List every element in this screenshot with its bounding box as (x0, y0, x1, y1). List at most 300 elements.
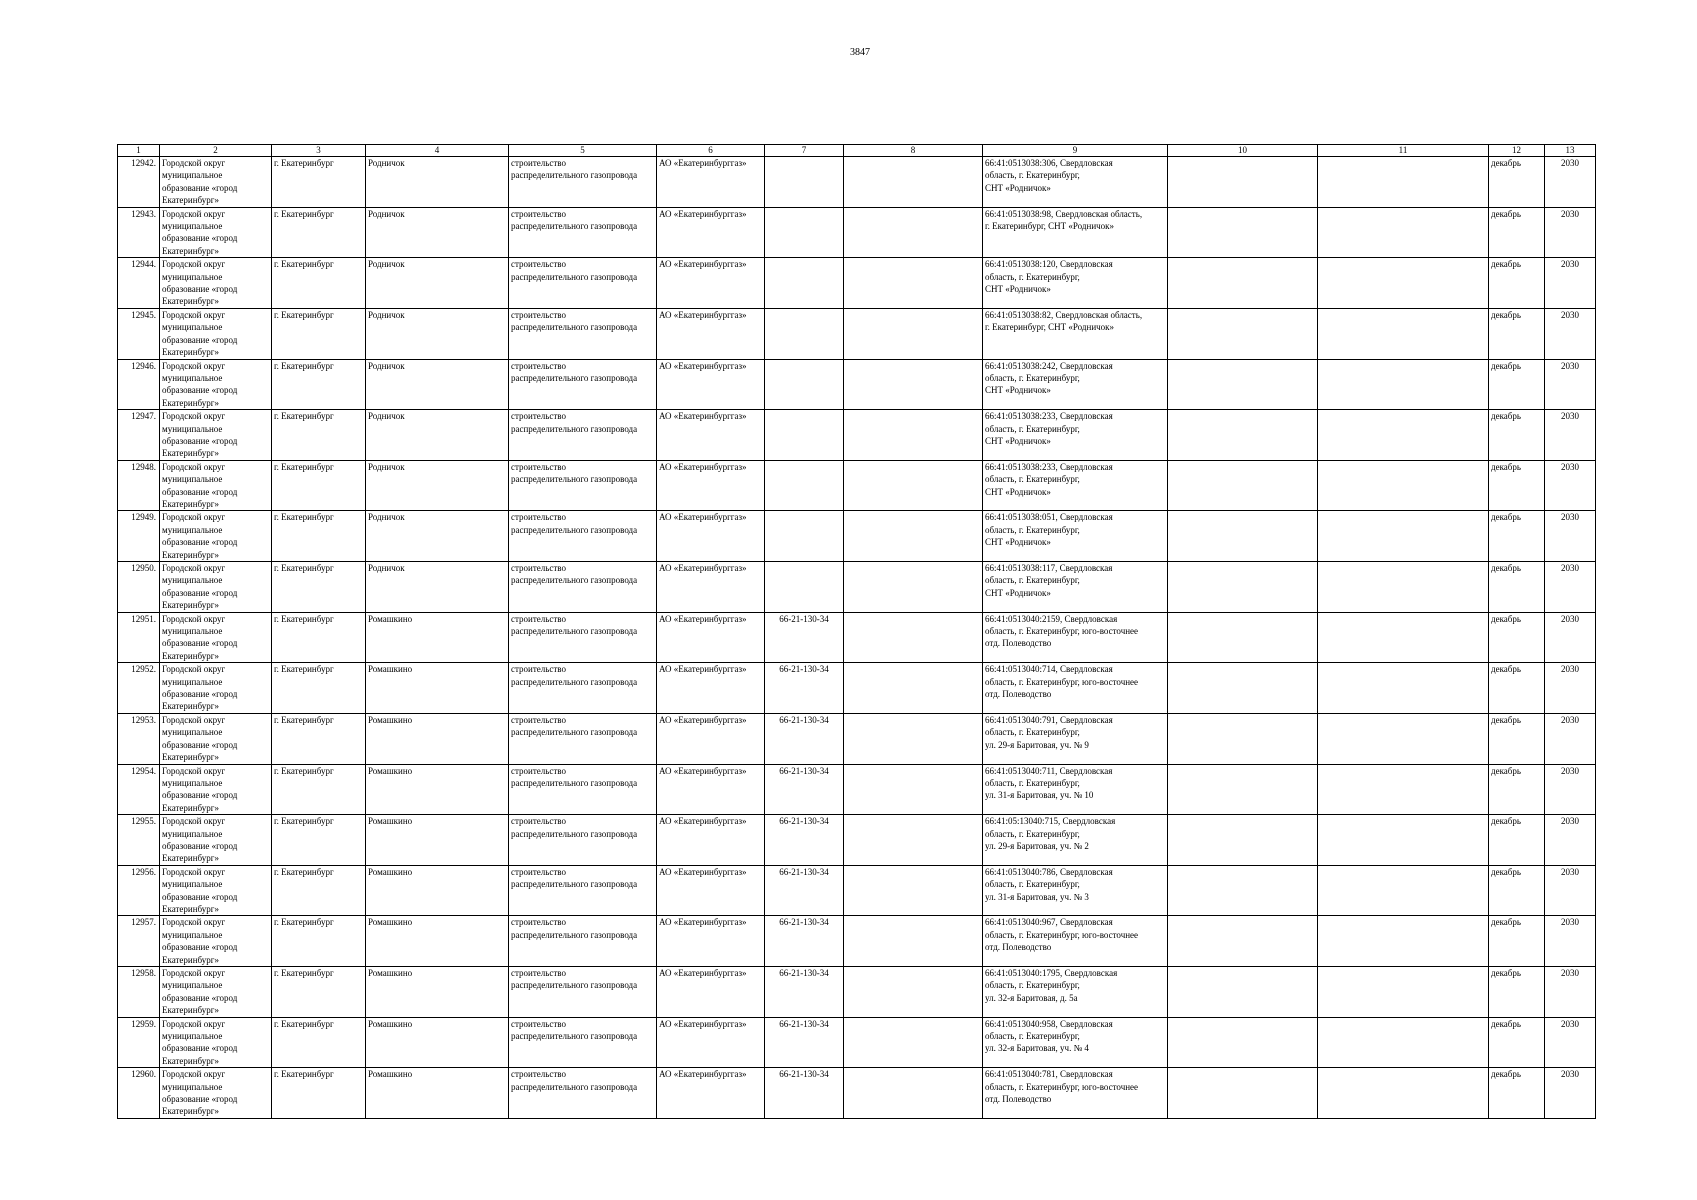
empty-cell-8 (844, 157, 983, 208)
cadastral-address-cell (983, 663, 1168, 714)
empty-cell-11 (1318, 258, 1489, 309)
cell-line: распределительного газопровода (511, 929, 638, 940)
code-cell (765, 359, 844, 410)
organization-cell: АО «Екатеринбурггаз» (657, 612, 765, 663)
year-cell: 2030 (1545, 157, 1596, 208)
city-cell: г. Екатеринбург (272, 1017, 366, 1068)
empty-cell-8 (844, 562, 983, 613)
empty-cell-10 (1168, 815, 1318, 866)
cell-line: муниципальное (162, 221, 223, 232)
locality-cell: Родничок (366, 511, 509, 562)
cell-line: образование «город (162, 182, 238, 193)
city-cell: г. Екатеринбург (272, 713, 366, 764)
cell-line: ул. 29-я Баритовая, уч. № 9 (985, 739, 1089, 750)
row-number-cell: 12958. (118, 967, 160, 1018)
cell-line: распределительного газопровода (511, 626, 638, 637)
cell-line: Екатеринбург» (162, 1055, 219, 1066)
cadastral-address-cell (983, 207, 1168, 258)
cell-line: Екатеринбург» (162, 498, 219, 509)
empty-cell-11 (1318, 865, 1489, 916)
municipality-cell (160, 916, 272, 967)
table-row (118, 460, 1596, 511)
cell-line: 66:41:0513038:051, Свердловская (985, 512, 1113, 523)
month-cell: декабрь (1489, 967, 1545, 1018)
empty-cell-8 (844, 410, 983, 461)
cell-line: СНТ «Родничок» (985, 385, 1051, 396)
empty-cell-11 (1318, 308, 1489, 359)
row-number-cell: 12951. (118, 612, 160, 663)
cell-line: распределительного газопровода (511, 828, 638, 839)
cell-line: муниципальное (162, 980, 223, 991)
year-cell: 2030 (1545, 410, 1596, 461)
cell-line: область, г. Екатеринбург, (985, 575, 1080, 586)
table-row (118, 1017, 1596, 1068)
cell-line: муниципальное (162, 423, 223, 434)
cell-line: Екатеринбург» (162, 347, 219, 358)
cell-line: область, г. Екатеринбург, юго-восточнее (985, 676, 1139, 687)
cadastral-address-cell (983, 815, 1168, 866)
cell-line: ул. 31-я Баритовая, уч. № 3 (985, 891, 1089, 902)
empty-cell-11 (1318, 967, 1489, 1018)
empty-cell-11 (1318, 663, 1489, 714)
table-row (118, 967, 1596, 1018)
year-cell: 2030 (1545, 308, 1596, 359)
cell-line: Екатеринбург» (162, 903, 219, 914)
work-type-cell (509, 1068, 657, 1119)
cell-line: ул. 32-я Баритовая, уч. № 4 (985, 1043, 1089, 1054)
table-row (118, 612, 1596, 663)
year-cell: 2030 (1545, 511, 1596, 562)
cell-line: муниципальное (162, 271, 223, 282)
cell-line: ул. 31-я Баритовая, уч. № 10 (985, 790, 1094, 801)
cell-line: строительство (511, 816, 566, 827)
cell-line: Городской округ (162, 259, 226, 270)
code-cell: 66-21-130-34 (765, 916, 844, 967)
organization-cell: АО «Екатеринбурггаз» (657, 359, 765, 410)
cell-line: Екатеринбург» (162, 1005, 219, 1016)
cell-line: область, г. Екатеринбург, (985, 524, 1080, 535)
empty-cell-8 (844, 612, 983, 663)
cell-line: строительство (511, 158, 566, 168)
cell-line: 66:41:0513040:714, Свердловская (985, 664, 1113, 675)
city-cell: г. Екатеринбург (272, 207, 366, 258)
municipality-cell (160, 562, 272, 613)
municipality-cell (160, 258, 272, 309)
organization-cell: АО «Екатеринбурггаз» (657, 764, 765, 815)
code-cell (765, 157, 844, 208)
cadastral-address-cell (983, 967, 1168, 1018)
cell-line: распределительного газопровода (511, 980, 638, 991)
year-cell: 2030 (1545, 612, 1596, 663)
row-number-cell: 12947. (118, 410, 160, 461)
empty-cell-10 (1168, 258, 1318, 309)
cell-line: 66:41:0513038:306, Свердловская (985, 158, 1113, 168)
cell-line: область, г. Екатеринбург, юго-восточнее (985, 1081, 1139, 1092)
organization-cell: АО «Екатеринбурггаз» (657, 460, 765, 511)
cell-line: Городской округ (162, 613, 226, 624)
year-cell: 2030 (1545, 713, 1596, 764)
cadastral-address-cell (983, 562, 1168, 613)
cell-line: образование «город (162, 790, 238, 801)
cell-line: строительство (511, 1018, 566, 1029)
cell-line: 66:41:05:13040:715, Свердловская (985, 816, 1116, 827)
month-cell: декабрь (1489, 663, 1545, 714)
cell-line: СНТ «Родничок» (985, 435, 1051, 446)
cell-line: строительство (511, 461, 566, 472)
column-header: 13 (1545, 145, 1596, 157)
cell-line: область, г. Екатеринбург, (985, 980, 1080, 991)
municipality-cell (160, 460, 272, 511)
municipality-cell (160, 967, 272, 1018)
municipality-cell (160, 157, 272, 208)
column-header: 12 (1489, 145, 1545, 157)
cell-line: Екатеринбург» (162, 448, 219, 459)
cell-line: Городской округ (162, 360, 226, 371)
organization-cell: АО «Екатеринбурггаз» (657, 258, 765, 309)
cell-line: область, г. Екатеринбург, юго-восточнее (985, 929, 1139, 940)
year-cell: 2030 (1545, 359, 1596, 410)
month-cell: декабрь (1489, 207, 1545, 258)
city-cell: г. Екатеринбург (272, 157, 366, 208)
code-cell (765, 511, 844, 562)
cell-line: Городской округ (162, 765, 226, 776)
cell-line: распределительного газопровода (511, 1081, 638, 1092)
cell-line: строительство (511, 613, 566, 624)
organization-cell: АО «Екатеринбурггаз» (657, 1017, 765, 1068)
cell-line: Городской округ (162, 714, 226, 725)
cell-line: муниципальное (162, 575, 223, 586)
cell-line: образование «город (162, 587, 238, 598)
year-cell: 2030 (1545, 764, 1596, 815)
column-header: 3 (272, 145, 366, 157)
cell-line: муниципальное (162, 524, 223, 535)
cell-line: распределительного газопровода (511, 221, 638, 232)
work-type-cell (509, 460, 657, 511)
cell-line: СНТ «Родничок» (985, 486, 1051, 497)
organization-cell: АО «Екатеринбурггаз» (657, 157, 765, 208)
organization-cell: АО «Екатеринбурггаз» (657, 815, 765, 866)
work-type-cell (509, 258, 657, 309)
code-cell (765, 410, 844, 461)
cell-line: ул. 32-я Баритовая, д. 5а (985, 992, 1078, 1003)
cadastral-address-cell (983, 258, 1168, 309)
cell-line: Городской округ (162, 816, 226, 827)
cell-line: муниципальное (162, 170, 223, 181)
cell-line: Городской округ (162, 917, 226, 928)
table-row (118, 207, 1596, 258)
row-number-cell: 12946. (118, 359, 160, 410)
locality-cell: Ромашкино (366, 1017, 509, 1068)
municipality-cell (160, 815, 272, 866)
cell-line: СНТ «Родничок» (985, 182, 1051, 193)
month-cell: декабрь (1489, 410, 1545, 461)
cell-line: строительство (511, 208, 566, 219)
cell-line: муниципальное (162, 929, 223, 940)
work-type-cell (509, 663, 657, 714)
row-number-cell: 12944. (118, 258, 160, 309)
empty-cell-10 (1168, 157, 1318, 208)
column-header: 8 (844, 145, 983, 157)
cell-line: Городской округ (162, 563, 226, 573)
cell-line: муниципальное (162, 322, 223, 333)
cell-line: 66:41:0513040:786, Свердловская (985, 866, 1113, 877)
cell-line: 66:41:0513038:82, Свердловская область, (985, 309, 1143, 320)
locality-cell: Родничок (366, 157, 509, 208)
table-row (118, 157, 1596, 208)
row-number-cell: 12957. (118, 916, 160, 967)
code-cell: 66-21-130-34 (765, 764, 844, 815)
row-number-cell: 12960. (118, 1068, 160, 1119)
column-header: 11 (1318, 145, 1489, 157)
cell-line: ул. 29-я Баритовая, уч. № 2 (985, 840, 1089, 851)
cell-line: СНТ «Родничок» (985, 587, 1051, 598)
cell-line: строительство (511, 866, 566, 877)
cell-line: муниципальное (162, 879, 223, 890)
empty-cell-10 (1168, 612, 1318, 663)
cell-line: отд. Полеводство (985, 638, 1052, 649)
cell-line: строительство (511, 360, 566, 371)
empty-cell-8 (844, 865, 983, 916)
cell-line: муниципальное (162, 626, 223, 637)
cell-line: область, г. Екатеринбург, (985, 423, 1080, 434)
empty-cell-8 (844, 967, 983, 1018)
month-cell: декабрь (1489, 865, 1545, 916)
cell-line: образование «город (162, 638, 238, 649)
year-cell: 2030 (1545, 1017, 1596, 1068)
gas-pipeline-table (117, 144, 1596, 1119)
cell-line: область, г. Екатеринбург, (985, 474, 1080, 485)
organization-cell: АО «Екатеринбурггаз» (657, 308, 765, 359)
cell-line: СНТ «Родничок» (985, 537, 1051, 548)
cell-line: Екатеринбург» (162, 1106, 219, 1117)
cell-line: 66:41:0513038:242, Свердловская (985, 360, 1113, 371)
cell-line: строительство (511, 968, 566, 978)
year-cell: 2030 (1545, 460, 1596, 511)
column-number-row (118, 145, 1596, 157)
city-cell: г. Екатеринбург (272, 967, 366, 1018)
cell-line: область, г. Екатеринбург, (985, 777, 1080, 788)
work-type-cell (509, 764, 657, 815)
work-type-cell (509, 865, 657, 916)
code-cell: 66-21-130-34 (765, 663, 844, 714)
cell-line: образование «город (162, 942, 238, 953)
empty-cell-10 (1168, 410, 1318, 461)
empty-cell-11 (1318, 1017, 1489, 1068)
cadastral-address-cell (983, 1068, 1168, 1119)
cell-line: 66:41:0513038:117, Свердловская (985, 563, 1113, 573)
work-type-cell (509, 562, 657, 613)
month-cell: декабрь (1489, 764, 1545, 815)
cell-line: распределительного газопровода (511, 1031, 638, 1042)
organization-cell: АО «Екатеринбурггаз» (657, 916, 765, 967)
cell-line: г. Екатеринбург, СНТ «Родничок» (985, 322, 1115, 333)
cell-line: образование «город (162, 435, 238, 446)
empty-cell-8 (844, 359, 983, 410)
cell-line: отд. Полеводство (985, 689, 1052, 700)
cell-line: Городской округ (162, 866, 226, 877)
table-row (118, 359, 1596, 410)
table-row (118, 258, 1596, 309)
municipality-cell (160, 663, 272, 714)
cell-line: строительство (511, 259, 566, 270)
cell-line: образование «город (162, 689, 238, 700)
city-cell: г. Екатеринбург (272, 764, 366, 815)
cadastral-address-cell (983, 916, 1168, 967)
locality-cell: Ромашкино (366, 764, 509, 815)
empty-cell-10 (1168, 967, 1318, 1018)
work-type-cell (509, 612, 657, 663)
cell-line: распределительного газопровода (511, 727, 638, 738)
empty-cell-11 (1318, 1068, 1489, 1119)
city-cell: г. Екатеринбург (272, 663, 366, 714)
month-cell: декабрь (1489, 308, 1545, 359)
empty-cell-8 (844, 916, 983, 967)
city-cell: г. Екатеринбург (272, 562, 366, 613)
table-row (118, 410, 1596, 461)
cell-line: Екатеринбург» (162, 195, 219, 206)
cell-line: муниципальное (162, 1081, 223, 1092)
municipality-cell (160, 612, 272, 663)
empty-cell-8 (844, 1068, 983, 1119)
empty-cell-11 (1318, 764, 1489, 815)
cadastral-address-cell (983, 713, 1168, 764)
cell-line: образование «город (162, 334, 238, 345)
cell-line: образование «город (162, 1043, 238, 1054)
empty-cell-10 (1168, 1068, 1318, 1119)
table-row (118, 865, 1596, 916)
city-cell: г. Екатеринбург (272, 258, 366, 309)
table-row (118, 916, 1596, 967)
empty-cell-8 (844, 663, 983, 714)
empty-cell-10 (1168, 663, 1318, 714)
work-type-cell (509, 410, 657, 461)
code-cell (765, 207, 844, 258)
table-row (118, 815, 1596, 866)
row-number-cell: 12942. (118, 157, 160, 208)
code-cell: 66-21-130-34 (765, 865, 844, 916)
empty-cell-11 (1318, 713, 1489, 764)
code-cell (765, 308, 844, 359)
empty-cell-10 (1168, 713, 1318, 764)
cell-line: 66:41:0513040:967, Свердловская (985, 917, 1113, 928)
cell-line: распределительного газопровода (511, 524, 638, 535)
cell-line: 66:41:0513038:120, Свердловская (985, 259, 1113, 270)
cadastral-address-cell (983, 764, 1168, 815)
cell-line: область, г. Екатеринбург, юго-восточнее (985, 626, 1139, 637)
month-cell: декабрь (1489, 1017, 1545, 1068)
municipality-cell (160, 1068, 272, 1119)
empty-cell-8 (844, 815, 983, 866)
city-cell: г. Екатеринбург (272, 1068, 366, 1119)
month-cell: декабрь (1489, 713, 1545, 764)
cell-line: распределительного газопровода (511, 575, 638, 586)
cell-line: распределительного газопровода (511, 271, 638, 282)
organization-cell: АО «Екатеринбурггаз» (657, 410, 765, 461)
cell-line: область, г. Екатеринбург, (985, 727, 1080, 738)
cell-line: распределительного газопровода (511, 372, 638, 383)
code-cell (765, 258, 844, 309)
cell-line: муниципальное (162, 372, 223, 383)
cell-line: Екатеринбург» (162, 397, 219, 408)
year-cell: 2030 (1545, 562, 1596, 613)
cell-line: область, г. Екатеринбург, (985, 828, 1080, 839)
municipality-cell (160, 764, 272, 815)
organization-cell: АО «Екатеринбурггаз» (657, 1068, 765, 1119)
empty-cell-10 (1168, 359, 1318, 410)
city-cell: г. Екатеринбург (272, 410, 366, 461)
month-cell: декабрь (1489, 916, 1545, 967)
cadastral-address-cell (983, 359, 1168, 410)
city-cell: г. Екатеринбург (272, 308, 366, 359)
table-header (118, 145, 1596, 157)
organization-cell: АО «Екатеринбурггаз» (657, 511, 765, 562)
row-number-cell: 12956. (118, 865, 160, 916)
empty-cell-11 (1318, 359, 1489, 410)
city-cell: г. Екатеринбург (272, 612, 366, 663)
row-number-cell: 12953. (118, 713, 160, 764)
row-number-cell: 12950. (118, 562, 160, 613)
city-cell: г. Екатеринбург (272, 460, 366, 511)
empty-cell-8 (844, 258, 983, 309)
cadastral-address-cell (983, 410, 1168, 461)
work-type-cell (509, 511, 657, 562)
cell-line: муниципальное (162, 474, 223, 485)
column-header: 2 (160, 145, 272, 157)
organization-cell: АО «Екатеринбурггаз» (657, 663, 765, 714)
municipality-cell (160, 410, 272, 461)
row-number-cell: 12948. (118, 460, 160, 511)
column-header: 10 (1168, 145, 1318, 157)
cell-line: отд. Полеводство (985, 1094, 1052, 1105)
cell-line: Городской округ (162, 512, 226, 523)
month-cell: декабрь (1489, 562, 1545, 613)
cell-line: Екатеринбург» (162, 701, 219, 712)
year-cell: 2030 (1545, 967, 1596, 1018)
column-header: 1 (118, 145, 160, 157)
month-cell: декабрь (1489, 815, 1545, 866)
empty-cell-11 (1318, 612, 1489, 663)
locality-cell: Ромашкино (366, 815, 509, 866)
cell-line: образование «город (162, 385, 238, 396)
cell-line: муниципальное (162, 1031, 223, 1042)
cell-line: образование «город (162, 840, 238, 851)
organization-cell: АО «Екатеринбурггаз» (657, 207, 765, 258)
cell-line: строительство (511, 563, 566, 573)
month-cell: декабрь (1489, 612, 1545, 663)
locality-cell: Ромашкино (366, 612, 509, 663)
month-cell: декабрь (1489, 258, 1545, 309)
code-cell: 66-21-130-34 (765, 713, 844, 764)
locality-cell: Родничок (366, 308, 509, 359)
municipality-cell (160, 865, 272, 916)
city-cell: г. Екатеринбург (272, 511, 366, 562)
locality-cell: Родничок (366, 460, 509, 511)
month-cell: декабрь (1489, 511, 1545, 562)
empty-cell-11 (1318, 511, 1489, 562)
cell-line: Екатеринбург» (162, 853, 219, 864)
city-cell: г. Екатеринбург (272, 815, 366, 866)
code-cell: 66-21-130-34 (765, 967, 844, 1018)
work-type-cell (509, 916, 657, 967)
cell-line: распределительного газопровода (511, 474, 638, 485)
code-cell (765, 460, 844, 511)
cell-line: распределительного газопровода (511, 777, 638, 788)
locality-cell: Ромашкино (366, 663, 509, 714)
cell-line: строительство (511, 1069, 566, 1080)
empty-cell-8 (844, 764, 983, 815)
cell-line: область, г. Екатеринбург, (985, 372, 1080, 383)
work-type-cell (509, 713, 657, 764)
